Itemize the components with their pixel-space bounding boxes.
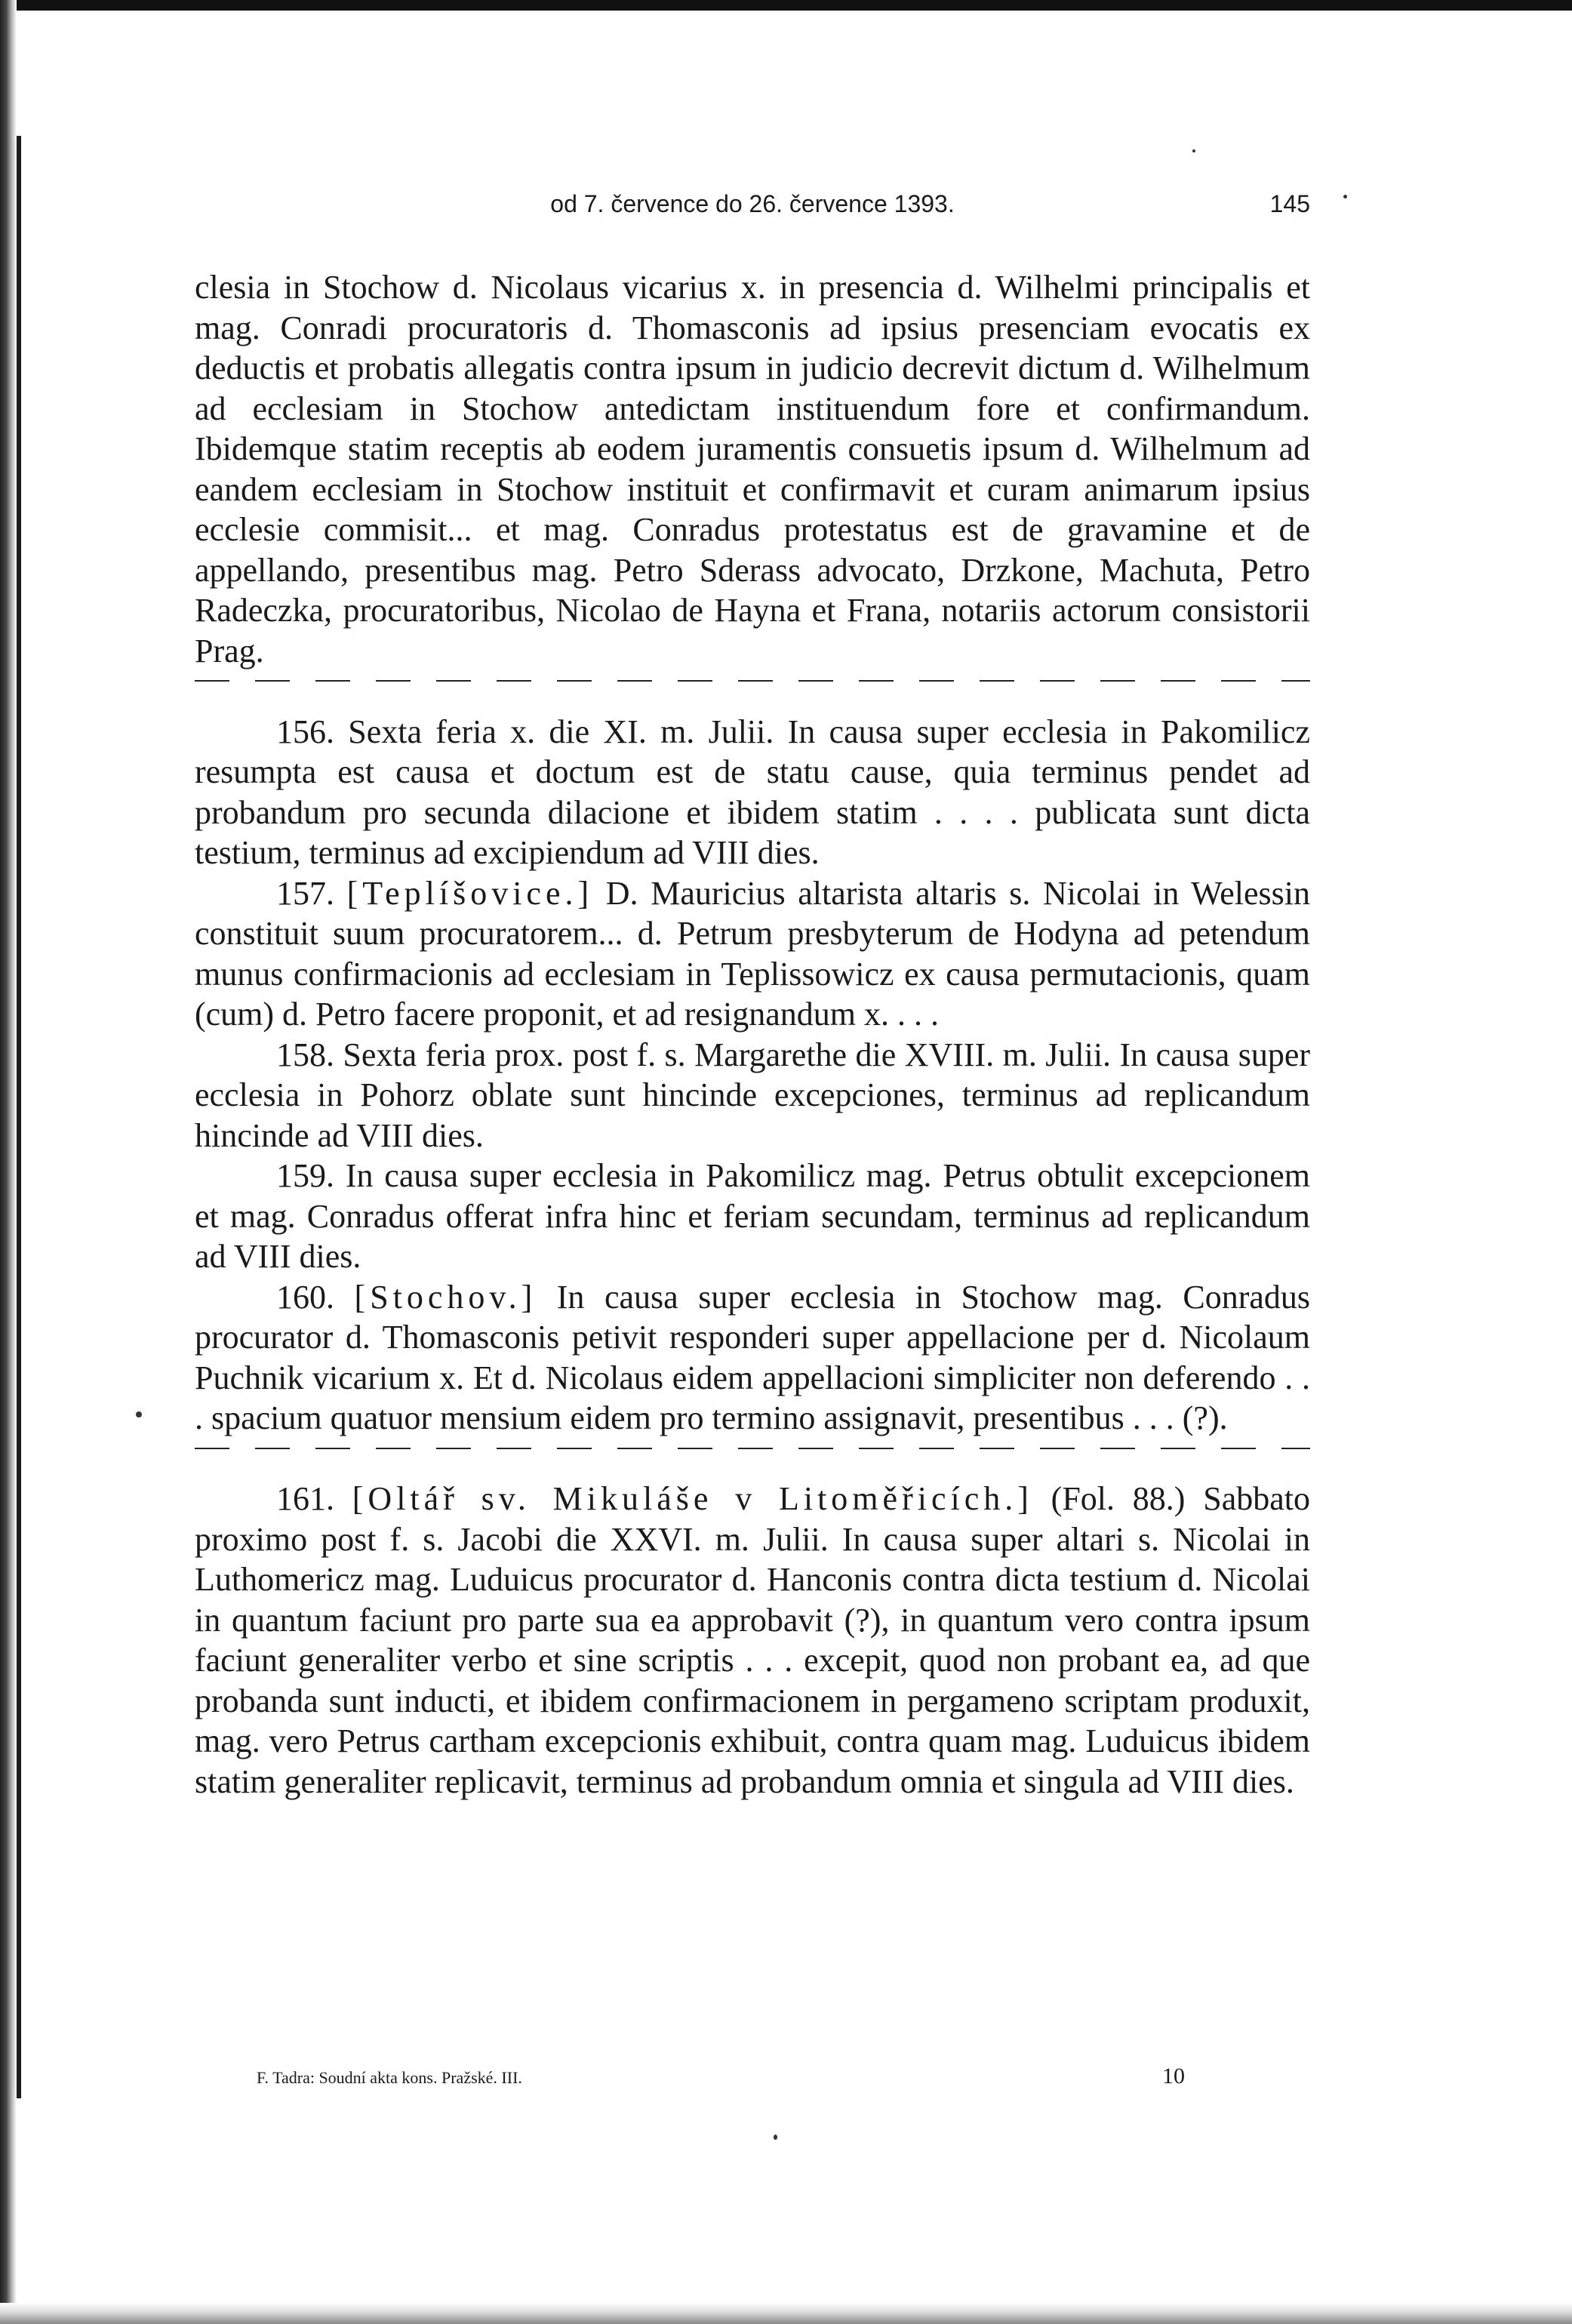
entry-number: 157. — [276, 874, 334, 912]
entry-158: 158. Sexta feria prox. post f. s. Margarethe die XVIII. m. Julii. In causa super ecclesia in Pohorz oblate sunt hincinde excepciones, terminus ad replicandum hincinde ad VIII dies. — [195, 1036, 1310, 1154]
section-divider — [195, 671, 1310, 712]
entry-body: D. Mauricius altarista altaris s. Nicolai in Welessin constituit suum procuratorem... d. Petrum presbyterum de Hodyna ad petendum munus confirmacionis ad ecclesiam in Teplissowicz ex causa permutacionis, quam (cum) d. Petro facere proponit, et ad resignandum x. . . . — [195, 874, 1311, 1033]
scan-speck — [774, 2135, 777, 2140]
scan-binding-shadow — [17, 136, 21, 2098]
scan-speck — [1343, 195, 1347, 199]
entry-number: 161. — [276, 1480, 334, 1517]
running-head — [195, 190, 1310, 228]
scan-edge-left — [0, 0, 17, 2324]
running-head-title: od 7. července do 26. července 1393. — [550, 190, 955, 217]
section-divider — [195, 1439, 1310, 1479]
footer — [257, 2064, 1238, 2098]
entry-156: 156. Sexta feria x. die XI. m. Julii. In causa super ecclesia in Pakomilicz resumpta est causa et doctum est de statu cause, quia terminus pendet ad probandum pro secunda dilacione et ibidem statim . . . . publicata sunt dicta testium, terminus ad excipiendum ad VIII dies. — [195, 713, 1310, 871]
entry-157 — [195, 873, 1310, 1035]
scan-edge-bottom — [0, 2303, 1572, 2324]
signature-line: F. Tadra: Soudní akta kons. Pražské. III. — [257, 2068, 522, 2087]
entry-160 — [195, 1277, 1310, 1439]
main-text — [195, 267, 1310, 1802]
entry-body: In causa super ecclesia in Stochow mag. Conradus procurator d. Thomasconis petivit responderi super appellacione per d. Nicolaum Puchnik vicarium x. Et d. Nicolaus eidem appellacioni simpliciter non deferendo . . . spacium quatuor mensium eidem pro termino assignavit, presentibus . . . (?). — [195, 1278, 1311, 1436]
scan-speck — [1192, 149, 1195, 152]
scan-speck — [136, 1411, 142, 1417]
entry-number: 160. — [276, 1278, 334, 1316]
sheet-number: 10 — [1162, 2064, 1185, 2089]
entry-159: 159. In causa super ecclesia in Pakomilicz mag. Petrus obtulit excepcionem et mag. Conradus offerat infra hinc et feriam secundam, terminus ad replicandum ad VIII dies. — [195, 1157, 1310, 1275]
entry-161 — [195, 1479, 1310, 1802]
entry-body: (Fol. 88.) Sabbato proximo post f. s. Jacobi die XXVI. m. Julii. In causa super altari s. Nicolai in Luthomericz mag. Luduicus procurator d. Hanconis contra dicta testium d. Nicolai in quantum faciunt pro parte sua ea approbavit (?), in quantum vero contra ipsum faciunt generaliter verbo et sine scriptis . . . excepit, quod non probant ea, ad que probanda sunt inducti, et ibidem confirmacionem in pergameno scriptam produxit, mag. vero Petrus cartham excepcionis exhibuit, contra quam mag. Luduicus ibidem statim generaliter replicavit, terminus ad probandum omnia et singula ad VIII dies. — [195, 1480, 1310, 1800]
entry-heading: [Stochov.] — [354, 1278, 537, 1316]
scan-edge-top — [0, 0, 1572, 11]
paragraph-continued: clesia in Stochow d. Nicolaus vicarius x. in presencia d. Wilhelmi principalis et mag. Conradi procuratoris d. Thomasconis ad ipsius presenciam evocatis ex deductis et probatis allegatis contra ipsum in judicio decrevit dictum d. Wilhelmum ad ecclesiam in Stochow antedictam instituendum fore et confirmandum. Ibidemque statim receptis ab eodem juramentis consuetis ipsum d. Wilhelmum ad eandem ecclesiam in Stochow instituit et confirmavit et curam animarum ipsius ecclesie commisit... et mag. Conradus protestatus est de gravamine et de appellando, presentibus mag. Petro Sderass advocato, Drzkone, Machuta, Petro Radeczka, procuratoribus, Nicolao de Hayna et Frana, notariis actorum consistorii Prag. — [195, 269, 1310, 669]
entry-heading: [Oltář sv. Mikuláše v Litoměřicích.] — [352, 1480, 1033, 1517]
page-number: 145 — [1269, 190, 1310, 217]
entry-heading: [Teplíšovice.] — [346, 874, 594, 912]
